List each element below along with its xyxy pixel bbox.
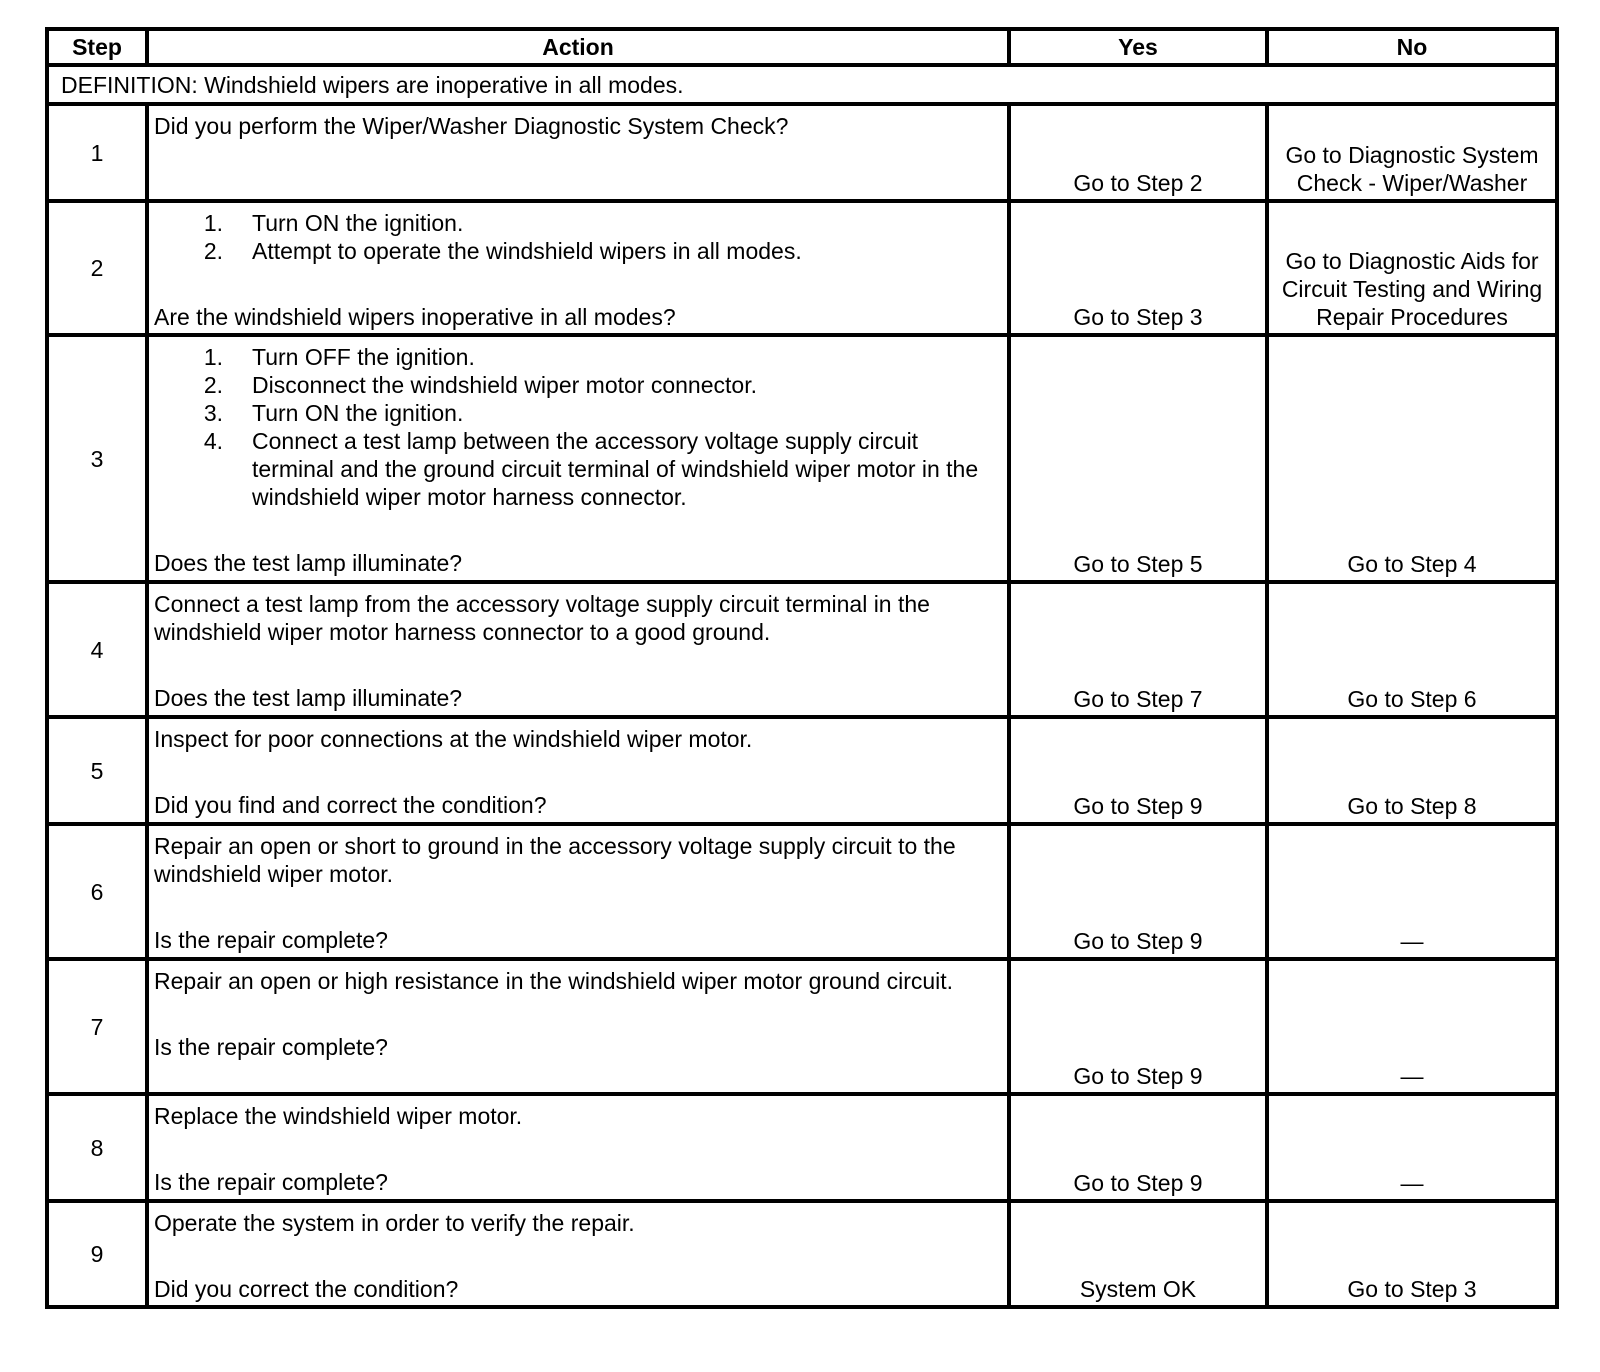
- no-cell: Go to Step 3: [1267, 1201, 1557, 1307]
- step-number: 3: [47, 335, 147, 582]
- action-cell: [147, 335, 1009, 582]
- yes-cell: System OK: [1009, 1201, 1267, 1307]
- no-cell: Go to Step 8: [1267, 717, 1557, 824]
- action-list: [154, 343, 1001, 511]
- action-list: [154, 209, 1001, 265]
- action-cell: [147, 824, 1009, 959]
- yes-cell: Go to Step 2: [1009, 104, 1267, 201]
- action-question: Is the repair complete?: [154, 927, 388, 953]
- header-step: Step: [47, 29, 147, 65]
- list-item: 2. Attempt to operate the windshield wipers in all modes.: [203, 238, 802, 264]
- action-question: Are the windshield wipers inoperative in all modes?: [154, 304, 676, 330]
- action-cell: [147, 717, 1009, 824]
- no-cell: —: [1267, 959, 1557, 1094]
- no-cell: Go to Diagnostic System Check - Wiper/Washer: [1267, 104, 1557, 201]
- action-question: Does the test lamp illuminate?: [154, 685, 463, 711]
- no-cell: —: [1267, 824, 1557, 959]
- action-text: Operate the system in order to verify the repair.: [154, 1210, 635, 1236]
- yes-cell: Go to Step 5: [1009, 335, 1267, 582]
- table-row: [47, 335, 1557, 582]
- step-number: 5: [47, 717, 147, 824]
- yes-cell: Go to Step 9: [1009, 717, 1267, 824]
- no-cell: Go to Diagnostic Aids for Circuit Testing and Wiring Repair Procedures: [1267, 201, 1557, 335]
- yes-cell: Go to Step 9: [1009, 1094, 1267, 1201]
- diagnostic-table: [45, 27, 1559, 1309]
- yes-cell: Go to Step 7: [1009, 582, 1267, 717]
- step-number: 7: [47, 959, 147, 1094]
- action-cell: [147, 1094, 1009, 1201]
- header-no: No: [1267, 29, 1557, 65]
- table-row: [47, 959, 1557, 1094]
- step-number: 9: [47, 1201, 147, 1307]
- action-cell: [147, 104, 1009, 201]
- step-number: 2: [47, 201, 147, 335]
- list-item: 4. Connect a test lamp between the accessory voltage supply circuit terminal and the ground circuit terminal of windshield wiper motor in the windshield wiper motor harness connector.: [203, 428, 979, 510]
- table-row: [47, 1094, 1557, 1201]
- action-text: Repair an open or short to ground in the accessory voltage supply circuit to the windshield wiper motor.: [154, 833, 956, 887]
- list-item: 2. Disconnect the windshield wiper motor connector.: [203, 372, 757, 398]
- table-row: [47, 717, 1557, 824]
- action-question: Is the repair complete?: [154, 1034, 388, 1060]
- list-item: 1. Turn OFF the ignition.: [203, 344, 475, 370]
- action-text: Did you perform the Wiper/Washer Diagnostic System Check?: [154, 113, 789, 139]
- action-cell: [147, 1201, 1009, 1307]
- table-row: [47, 824, 1557, 959]
- action-text: Connect a test lamp from the accessory voltage supply circuit terminal in the windshield wiper motor harness connector to a good ground.: [154, 591, 930, 645]
- step-number: 1: [47, 104, 147, 201]
- action-question: Is the repair complete?: [154, 1169, 388, 1195]
- table-row: [47, 582, 1557, 717]
- yes-cell: Go to Step 9: [1009, 959, 1267, 1094]
- list-item: 3. Turn ON the ignition.: [203, 400, 464, 426]
- definition-row: [47, 65, 1557, 104]
- no-cell: Go to Step 6: [1267, 582, 1557, 717]
- header-row: [47, 29, 1557, 65]
- yes-cell: Go to Step 3: [1009, 201, 1267, 335]
- no-cell: —: [1267, 1094, 1557, 1201]
- definition-text: DEFINITION: Windshield wipers are inoperative in all modes.: [47, 65, 1557, 104]
- yes-cell: Go to Step 9: [1009, 824, 1267, 959]
- step-number: 8: [47, 1094, 147, 1201]
- action-cell: [147, 959, 1009, 1094]
- action-cell: [147, 201, 1009, 335]
- step-number: 4: [47, 582, 147, 717]
- table-row: [47, 1201, 1557, 1307]
- header-yes: Yes: [1009, 29, 1267, 65]
- action-question: Does the test lamp illuminate?: [154, 550, 463, 576]
- action-question: Did you correct the condition?: [154, 1276, 459, 1302]
- list-item: 1. Turn ON the ignition.: [203, 210, 464, 236]
- table-row: [47, 201, 1557, 335]
- action-text: Repair an open or high resistance in the windshield wiper motor ground circuit.: [154, 968, 954, 994]
- header-action: Action: [147, 29, 1009, 65]
- action-text: Replace the windshield wiper motor.: [154, 1103, 523, 1129]
- table-row: [47, 104, 1557, 201]
- action-cell: [147, 582, 1009, 717]
- action-question: Did you find and correct the condition?: [154, 792, 547, 818]
- action-text: Inspect for poor connections at the windshield wiper motor.: [154, 726, 753, 752]
- step-number: 6: [47, 824, 147, 959]
- no-cell: Go to Step 4: [1267, 335, 1557, 582]
